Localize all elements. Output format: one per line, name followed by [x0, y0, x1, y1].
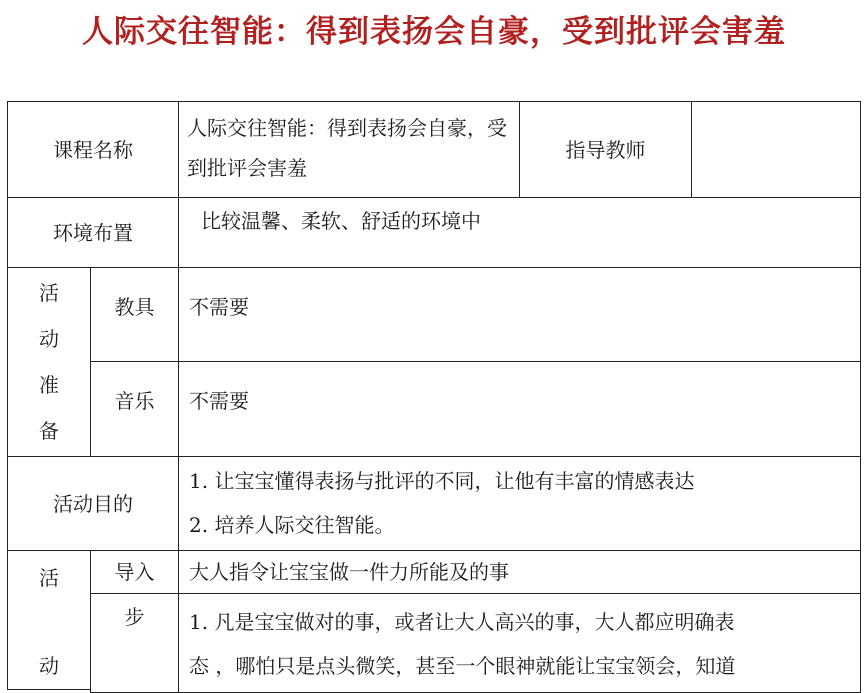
prep-char: 活 — [39, 281, 59, 305]
course-name-label-cell — [7, 101, 179, 198]
steps-line: 态 ，哪怕只是点头微笑，甚至一个眼神就能让宝宝领会，知道 — [189, 654, 736, 678]
process-label-cell — [7, 550, 91, 690]
process-char: 活 — [39, 566, 59, 590]
environment-label: 环境布置 — [53, 220, 133, 245]
steps-label-cell — [90, 593, 179, 693]
intro-value-cell — [178, 550, 861, 594]
course-name-value: 人际交往智能：得到表扬会自豪，受到批评会害羞 — [187, 116, 507, 180]
music-value: 不需要 — [189, 389, 249, 413]
teacher-value-cell — [691, 101, 861, 198]
tools-label-cell — [90, 267, 179, 362]
process-char: 动 — [39, 654, 59, 678]
teacher-label: 指导教师 — [565, 137, 646, 162]
steps-line: 1. 凡是宝宝做对的事，或者让大人高兴的事，大人都应明确表 — [189, 610, 735, 634]
music-label: 音乐 — [114, 389, 155, 413]
intro-label: 导入 — [114, 560, 155, 584]
goal-value-cell — [178, 456, 861, 551]
music-label-cell — [90, 361, 179, 457]
course-name-label: 课程名称 — [53, 137, 133, 162]
teacher-label-cell — [519, 101, 692, 198]
tools-value-cell — [178, 267, 861, 362]
goal-label: 活动目的 — [53, 491, 133, 516]
environment-value-cell — [178, 197, 861, 268]
prep-char: 准 — [39, 373, 59, 397]
goal-item: 1. 让宝宝懂得表扬与批评的不同，让他有丰富的情感表达 — [189, 469, 695, 493]
steps-value-cell — [178, 593, 861, 693]
environment-value: 比较温馨、柔软、舒适的环境中 — [201, 209, 481, 233]
intro-label-cell — [90, 550, 179, 594]
intro-value: 大人指令让宝宝做一件力所能及的事 — [189, 560, 509, 584]
tools-value: 不需要 — [189, 295, 249, 319]
goal-label-cell — [7, 456, 179, 551]
environment-label-cell — [7, 197, 179, 268]
prep-char: 备 — [39, 419, 59, 443]
prep-label-cell — [7, 267, 91, 457]
tools-label: 教具 — [114, 295, 155, 319]
music-value-cell — [178, 361, 861, 457]
document-title: 人际交往智能：得到表扬会自豪，受到批评会害羞 — [82, 14, 786, 50]
steps-label: 步 — [124, 605, 145, 629]
prep-char: 动 — [39, 327, 59, 351]
goal-item: 2. 培养人际交往智能。 — [189, 513, 395, 537]
course-name-value-cell — [178, 101, 520, 198]
